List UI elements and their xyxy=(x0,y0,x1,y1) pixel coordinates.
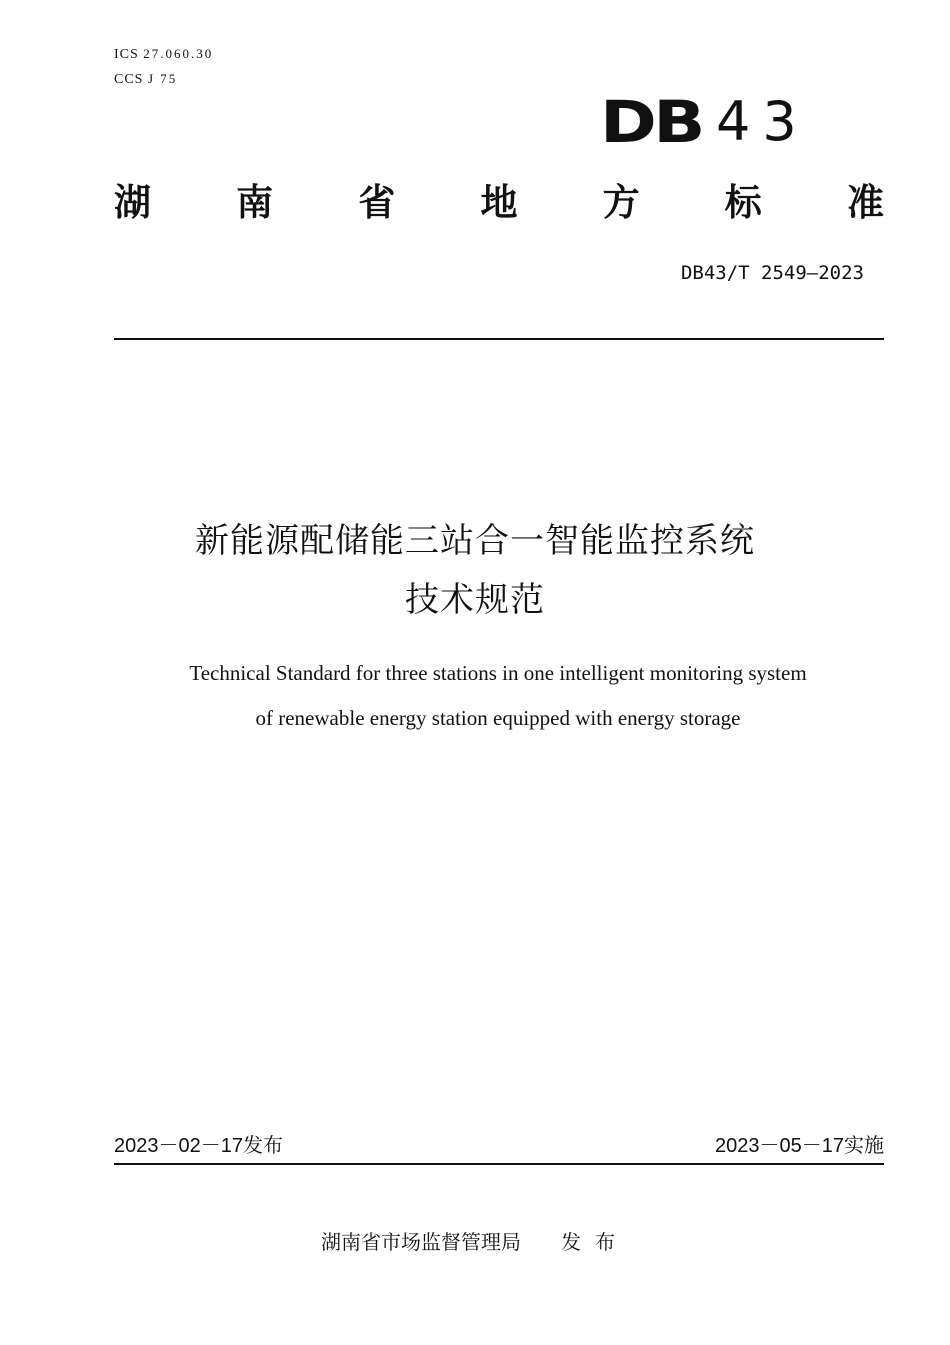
ics-classification xyxy=(114,46,213,63)
ics-label: ICS xyxy=(114,47,139,62)
ccs-classification xyxy=(114,71,177,88)
title-chinese-line-1: 新能源配储能三站合一智能监控系统 xyxy=(195,521,755,561)
title-chinese-line-2: 技术规范 xyxy=(405,580,545,620)
title-english-line-2: of renewable energy station equipped with energy storage xyxy=(255,706,741,730)
ics-code: 27.060.30 xyxy=(143,46,214,61)
issuer-line xyxy=(0,1229,950,1255)
issue-date-label: 发布 xyxy=(242,1135,283,1157)
ccs-code: J 75 xyxy=(147,71,178,86)
issue-date-value: 2023－02－17 xyxy=(114,1135,243,1157)
standard-type-char: 地 xyxy=(480,181,518,224)
issuer-name: 湖南省市场监督管理局 xyxy=(321,1230,521,1254)
db-logo-number: 43 xyxy=(716,90,809,153)
issuer-action: 发布 xyxy=(561,1230,629,1254)
implementation-date-label: 实施 xyxy=(844,1135,884,1157)
standard-type-char: 方 xyxy=(602,181,640,224)
standard-type-char: 南 xyxy=(236,181,274,224)
standard-type-char: 准 xyxy=(846,181,884,224)
issue-date xyxy=(114,1133,283,1159)
standard-type-heading xyxy=(114,180,884,230)
db-logo-letters: DB xyxy=(600,88,702,156)
implementation-date-value: 2023－05－17 xyxy=(715,1135,844,1157)
standard-type-char: 标 xyxy=(724,181,762,224)
standard-type-char: 湖 xyxy=(114,181,151,224)
implementation-date xyxy=(715,1133,884,1159)
footer-divider xyxy=(114,1163,884,1165)
title-english-line-1: Technical Standard for three stations in one intelligent monitoring system xyxy=(189,661,807,685)
db43-logo xyxy=(600,88,809,156)
ccs-label: CCS xyxy=(114,72,144,87)
standard-type-char: 省 xyxy=(358,181,396,224)
standard-number: DB43/T 2549—2023 xyxy=(680,262,864,284)
header-divider xyxy=(114,338,884,340)
